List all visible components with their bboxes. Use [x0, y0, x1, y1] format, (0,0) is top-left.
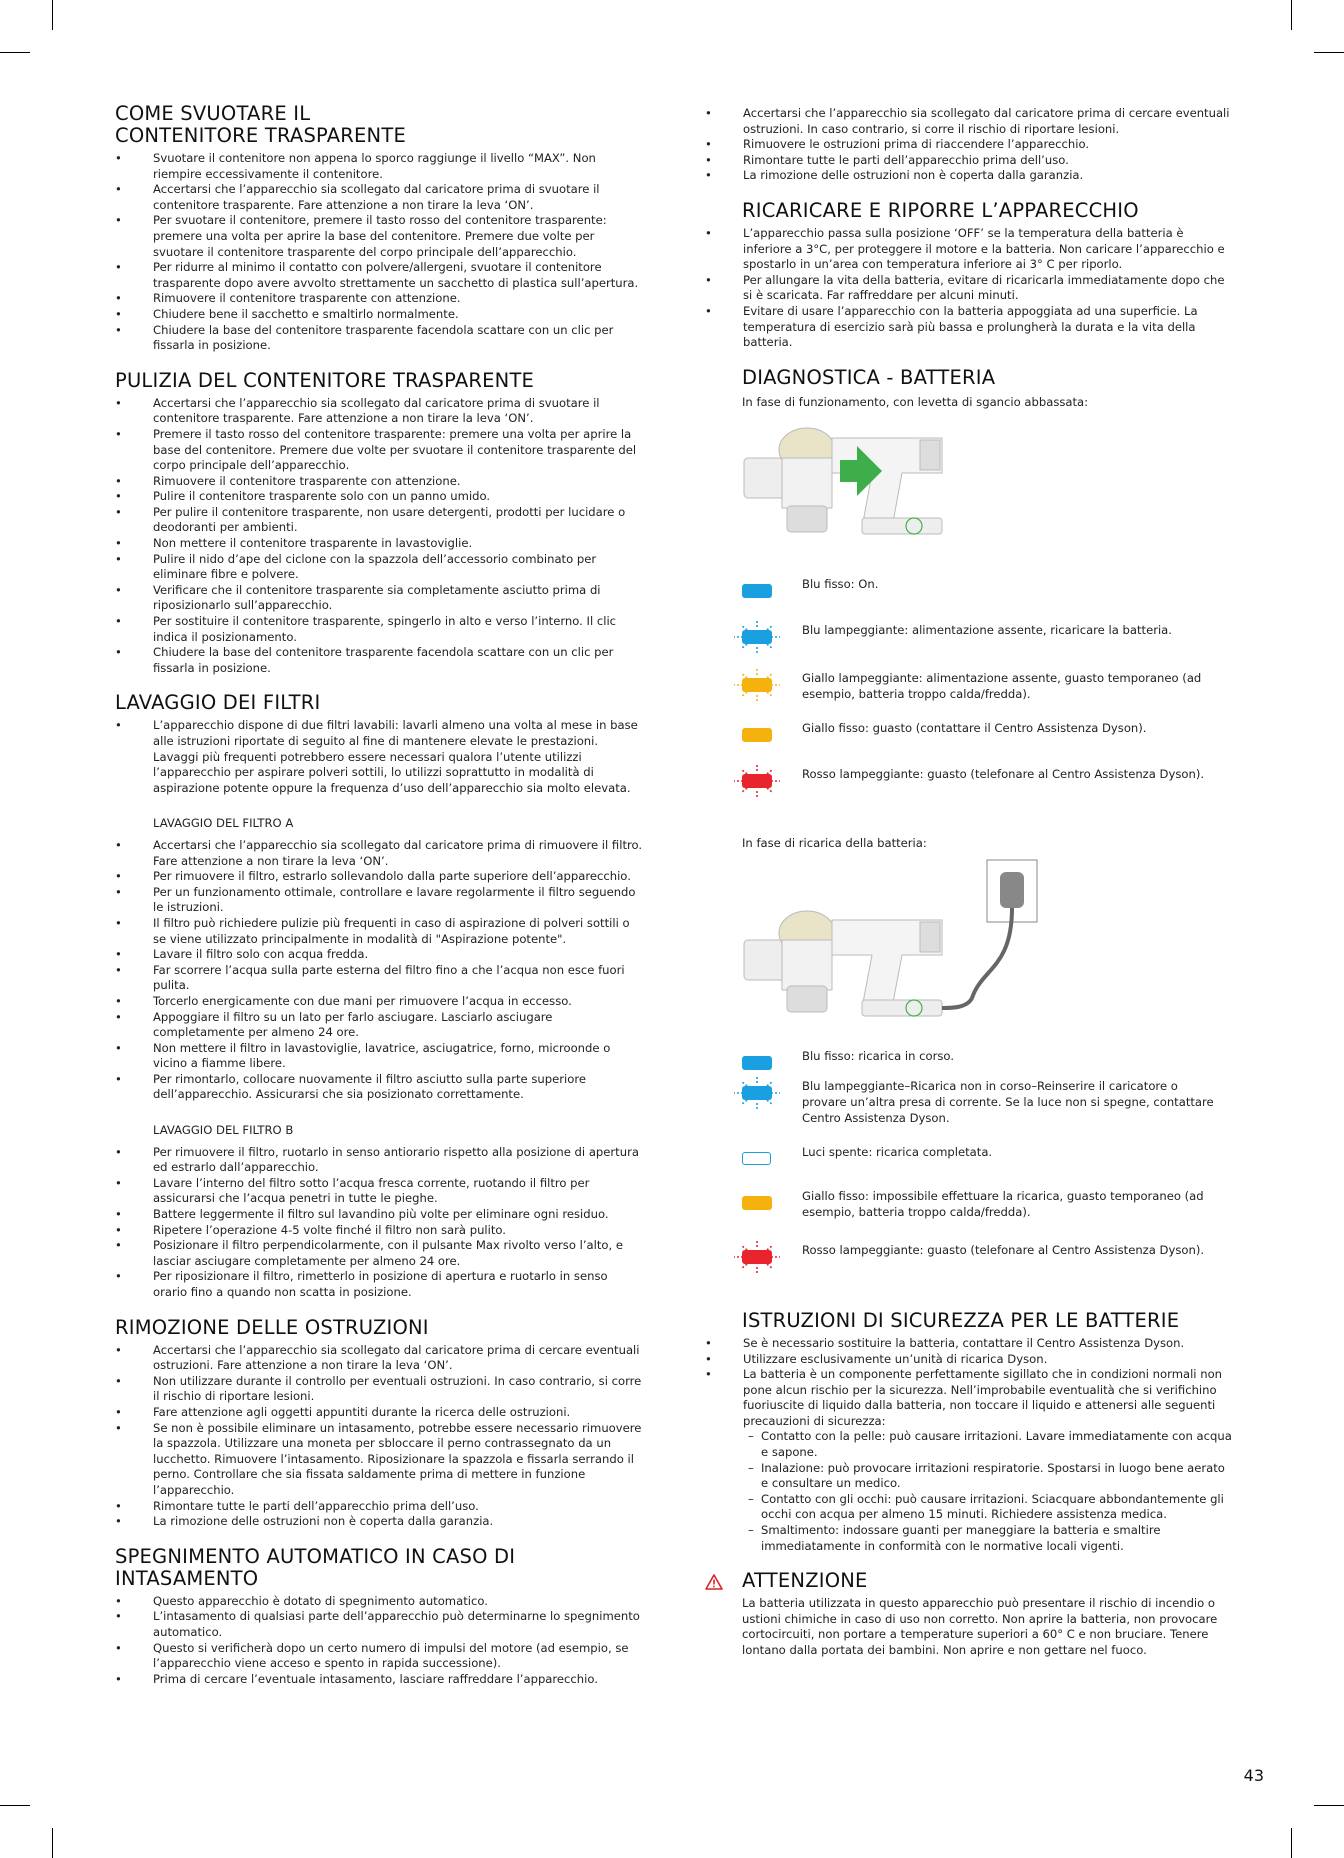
right-column: [705, 106, 1235, 1659]
list-item: • Per sostituire il contenitore trasparente, spingerlo in alto e verso l’interno. Il clic indica il posizionamento.: [115, 614, 645, 645]
led-status-row: [742, 622, 1235, 670]
list-item: • Far scorrere l’acqua sulla parte esterna del filtro fino a che l’acqua non esce fuori pulita.: [115, 963, 645, 994]
led-indicator-icon: [742, 1152, 771, 1165]
list-item: • Premere il tasto rosso del contenitore trasparente: premere una volta per aprire la base del contenitore. Premere due volte per svuotare il contenitore trasparente del corpo principale dell’apparecchio.: [115, 427, 645, 474]
warning-text: La batteria utilizzata in questo apparecchio può presentare il rischio di incendio o ustioni chimiche in caso di uso non corretto. Non aprire la batteria, non provocare cortocircuiti, non portare a temperature superiori a 60° C e non bruciare. Tenere lontano dalla portata dei bambini. Non aprire e non gettare nel fuoco.: [742, 1596, 1218, 1657]
led-status-row: [742, 720, 1235, 766]
led-indicator-icon: [742, 584, 772, 598]
bullet-list: [115, 838, 645, 1103]
left-column: [115, 103, 645, 1687]
led-status-row: [742, 766, 1235, 824]
list-item: • Battere leggermente il filtro sul lavandino più volte per eliminare ogni residuo.: [115, 1207, 645, 1223]
led-indicator-icon: [742, 728, 772, 742]
warning-title: ATTENZIONE: [742, 1569, 868, 1593]
led-status-text: Rosso lampeggiante: guasto (telefonare al Centro Assistenza Dyson).: [802, 767, 1205, 782]
list-item: • Svuotare il contenitore non appena lo sporco raggiunge il livello “MAX”. Non riempire eccessivamente il contenitore.: [115, 151, 645, 182]
led-indicator-icon: [742, 630, 772, 644]
led-status-text: Blu fisso: On.: [802, 577, 879, 592]
list-item: • Chiudere la base del contenitore trasparente facendola scattare con un clic per fissarla in posizione.: [115, 323, 645, 354]
section-title: DIAGNOSTICA - BATTERIA: [742, 365, 996, 389]
led-list: [705, 576, 1235, 824]
list-item: • Rimontare tutte le parti dell’apparecchio prima dell’uso.: [705, 153, 1235, 169]
bullet-list: [115, 396, 645, 677]
list-item: • Fare attenzione agli oggetti appuntiti durante la ricerca delle ostruzioni.: [115, 1405, 645, 1421]
led-status-text: Luci spente: ricarica completata.: [802, 1144, 993, 1159]
led-status-text: Giallo fisso: impossibile effettuare la ricarica, guasto temporaneo (ad esempio, batteria troppo calda/fredda).: [802, 1188, 1204, 1219]
led-status-text: Giallo lampeggiante: alimentazione assente, guasto temporaneo (ad esempio, batteria troppo calda/fredda).: [802, 671, 1202, 702]
page-number: 43: [1243, 1766, 1264, 1785]
list-item: • Per rimontarlo, collocare nuovamente il filtro asciutto sulla parte superiore dell’apparecchio. Assicurarsi che sia posizionato correttamente.: [115, 1072, 645, 1103]
led-status-row: [742, 576, 1235, 622]
led-indicator-icon: [742, 1056, 772, 1070]
led-status-row: [742, 670, 1235, 720]
list-item: • Per rimuovere il filtro, ruotarlo in senso antiorario rispetto alla posizione di apertura ed estrarlo dall’apparecchio.: [115, 1145, 645, 1176]
list-item: • Appoggiare il filtro su un lato per farlo asciugare. Lasciarlo asciugare completamente per almeno 24 ore.: [115, 1010, 645, 1041]
section-title: PULIZIA DEL CONTENITORE TRASPARENTE: [115, 368, 535, 392]
crop-mark: [1291, 0, 1292, 30]
list-item: – Contatto con la pelle: può causare irritazioni. Lavare immediatamente con acqua e sapone.: [743, 1429, 1235, 1460]
bullet-list: [115, 1343, 645, 1530]
list-item: • Per ridurre al minimo il contatto con polvere/allergeni, svuotare il contenitore trasparente dopo avere avvolto strettamente un sacchetto di plastica sull’apertura.: [115, 260, 645, 291]
list-item: • Lavare il filtro solo con acqua fredda.: [115, 947, 645, 963]
list-item: • Ripetere l’operazione 4-5 volte finché il filtro non sarà pulito.: [115, 1223, 645, 1239]
vacuum-running-icon: [742, 418, 982, 548]
crop-mark: [1291, 1828, 1292, 1858]
bullet-list: [115, 718, 645, 796]
led-status-text: Giallo fisso: guasto (contattare il Centro Assistenza Dyson).: [802, 721, 1147, 736]
bullet-list: [705, 1336, 1235, 1430]
warning-icon: [705, 1574, 723, 1590]
led-status-text: Blu fisso: ricarica in corso.: [802, 1048, 954, 1063]
list-item: • Per allungare la vita della batteria, evitare di ricaricarla immediatamente dopo che si è scaricata. Far raffreddare per alcuni minuti.: [705, 273, 1235, 304]
list-item: • Questo si verificherà dopo un certo numero di impulsi del motore (ad esempio, se l’apparecchio viene acceso e spento in rapida successione).: [115, 1641, 645, 1672]
bullet-list: [705, 226, 1235, 351]
list-item: – Inalazione: può provocare irritazioni respiratorie. Spostarsi in luogo bene aerato e consultare un medico.: [743, 1461, 1235, 1492]
list-item: • Rimuovere il contenitore trasparente con attenzione.: [115, 291, 645, 307]
list-item: • Per rimuovere il filtro, estrarlo sollevandolo dalla parte superiore dell’apparecchio.: [115, 869, 645, 885]
dash-list: [705, 1429, 1235, 1554]
list-item: • Accertarsi che l’apparecchio sia scollegato dal caricatore prima di cercare eventuali ostruzioni. In caso contrario, si corre il rischio di riportare lesioni.: [705, 106, 1235, 137]
crop-mark: [1314, 1805, 1344, 1806]
section-title: RIMOZIONE DELLE OSTRUZIONI: [115, 1315, 429, 1339]
list-item: • Chiudere bene il sacchetto e smaltirlo normalmente.: [115, 307, 645, 323]
diagnostic-intro: In fase di funzionamento, con levetta di sgancio abbassata:: [742, 394, 1089, 409]
list-item: • La rimozione delle ostruzioni non è coperta dalla garanzia.: [705, 168, 1235, 184]
list-item: • La rimozione delle ostruzioni non è coperta dalla garanzia.: [115, 1514, 645, 1530]
list-item: • Per svuotare il contenitore, premere il tasto rosso del contenitore trasparente: premere una volta per aprire la base del contenitore. Premere due volte per svuotare il contenitore trasparente del corpo principale dell’apparecchio.: [115, 213, 645, 260]
crop-mark: [1314, 52, 1344, 53]
warning-block: [705, 1570, 1235, 1658]
vacuum-charging-illustration: [742, 858, 982, 1038]
list-item: • Pulire il nido d’ape del ciclone con la spazzola dell’accessorio combinato per eliminare fibre e polvere.: [115, 552, 645, 583]
section-title: RICARICARE E RIPORRE L’APPARECCHIO: [742, 198, 1139, 222]
list-item: • Chiudere la base del contenitore trasparente facendola scattare con un clic per fissarla in posizione.: [115, 645, 645, 676]
list-item: • Per pulire il contenitore trasparente, non usare detergenti, prodotti per lucidare o deodoranti per ambienti.: [115, 505, 645, 536]
led-indicator-icon: [742, 774, 772, 788]
led-indicator-icon: [742, 678, 772, 692]
bullet-list: [115, 151, 645, 354]
list-item: – Smaltimento: indossare guanti per maneggiare la batteria e smaltire immediatamente in conformità con le normative locali vigenti.: [743, 1523, 1235, 1554]
list-item: – Contatto con gli occhi: può causare irritazioni. Sciacquare abbondantemente gli occhi con acqua per almeno 15 minuti. Richiedere assistenza medica.: [743, 1492, 1235, 1523]
list-item: • Utilizzare esclusivamente un’unità di ricarica Dyson.: [705, 1352, 1235, 1368]
list-item: • Rimuovere le ostruzioni prima di riaccendere l’apparecchio.: [705, 137, 1235, 153]
led-status-row: [742, 1242, 1235, 1292]
list-item: • Accertarsi che l’apparecchio sia scollegato dal caricatore prima di rimuovere il filtro. Fare attenzione a non tirare la leva ‘ON’.: [115, 838, 645, 869]
list-item: • Torcerlo energicamente con due mani per rimuovere l’acqua in eccesso.: [115, 994, 645, 1010]
led-status-row: [742, 1144, 1235, 1188]
list-item: • Accertarsi che l’apparecchio sia scollegato dal caricatore prima di svuotare il contenitore trasparente. Fare attenzione a non tirare la leva ‘ON’.: [115, 182, 645, 213]
list-item: • Per un funzionamento ottimale, controllare e lavare regolarmente il filtro seguendo le istruzioni.: [115, 885, 645, 916]
list-item: • Accertarsi che l’apparecchio sia scollegato dal caricatore prima di svuotare il contenitore trasparente. Fare attenzione a non tirare la leva ‘ON’.: [115, 396, 645, 427]
crop-mark: [52, 1828, 53, 1858]
list-item: • Se non è possibile eliminare un intasamento, potrebbe essere necessario rimuovere la spazzola. Utilizzare una moneta per sbloccare il perno contrassegnato da un lucchetto. Rimuovere l’intasamento. Riposizionare la spazzola e fissarla serrando il perno. Controllare che sia fissata saldamente prima di mettere in funzione l’apparecchio.: [115, 1421, 645, 1499]
bullet-list: [705, 106, 1235, 184]
list-item: • L’intasamento di qualsiasi parte dell’apparecchio può determinarne lo spegnimento automatico.: [115, 1609, 645, 1640]
list-item: • Il filtro può richiedere pulizie più frequenti in caso di aspirazione di polveri sottili o se viene utilizzato principalmente in modalità di "Aspirazione potente".: [115, 916, 645, 947]
diagnostic-intro: In fase di ricarica della batteria:: [742, 836, 927, 851]
led-status-text: Blu lampeggiante: alimentazione assente, ricaricare la batteria.: [802, 623, 1172, 638]
list-item: • Lavare l’interno del filtro sotto l’acqua fresca corrente, ruotando il filtro per assicurarsi che l’acqua penetri in tutte le pieghe.: [115, 1176, 645, 1207]
bullet-list: [115, 1594, 645, 1688]
section-title: SPEGNIMENTO AUTOMATICO IN CASO DI INTASAMENTO: [115, 1544, 516, 1590]
led-indicator-icon: [742, 1086, 772, 1100]
list-item: • L’apparecchio passa sulla posizione ‘OFF’ se la temperatura della batteria è inferiore a 3°C, per proteggere il motore e la batteria. Non caricare l’apparecchio e spostarlo in un’area con temperatura inferiore ai 3° C per riporlo.: [705, 226, 1235, 273]
led-status-text: Rosso lampeggiante: guasto (telefonare al Centro Assistenza Dyson).: [802, 1242, 1205, 1257]
list-item: • Non mettere il contenitore trasparente in lavastoviglie.: [115, 536, 645, 552]
led-list: [705, 1048, 1235, 1292]
list-item: • Questo apparecchio è dotato di spegnimento automatico.: [115, 1594, 645, 1610]
led-status-text: Blu lampeggiante–Ricarica non in corso–Reinserire il caricatore o provare un’altra presa di corrente. Se la luce non si spegne, contattare Centro Assistenza Dyson.: [802, 1078, 1214, 1125]
led-indicator-icon: [742, 1196, 772, 1210]
list-item: • Per riposizionare il filtro, rimetterlo in posizione di apertura e ruotarlo in senso orario fino a quando non scatta in posizione.: [115, 1269, 645, 1300]
vacuum-charging-icon: [742, 858, 1042, 1038]
bullet-list: [115, 1145, 645, 1301]
section-title: LAVAGGIO DEI FILTRI: [115, 691, 321, 715]
list-item: • Se è necessario sostituire la batteria, contattare il Centro Assistenza Dyson.: [705, 1336, 1235, 1352]
led-status-row: [742, 1078, 1235, 1144]
led-status-row: [742, 1188, 1235, 1242]
list-item: • La batteria è un componente perfettamente sigillato che in condizioni normali non pone alcun rischio per la sicurezza. Nell’improbabile eventualità che si verifichino fuoriuscite di liquido dalla batteria, non toccare il liquido e attenersi alle seguenti precauzioni di sicurezza:: [705, 1367, 1235, 1429]
led-indicator-icon: [742, 1250, 772, 1264]
vacuum-illustration: [742, 418, 982, 548]
subsection-title: LAVAGGIO DEL FILTRO B: [153, 1123, 294, 1138]
list-item: • Rimuovere il contenitore trasparente con attenzione.: [115, 474, 645, 490]
list-item: • Accertarsi che l’apparecchio sia scollegato dal caricatore prima di cercare eventuali ostruzioni. Fare attenzione a non tirare la leva ‘ON’.: [115, 1343, 645, 1374]
led-status-row: [742, 1048, 1235, 1078]
list-item: • L’apparecchio dispone di due filtri lavabili: lavarli almeno una volta al mese in base alle istruzioni riportate di seguito al fine di mantenere elevate le prestazioni. Lavaggi più frequenti potrebbero essere necessari qualora l’utente utilizzi l’apparecchio per aspirare polveri sottili, lo utilizzi soprattutto in modalità di aspirazione potente oppure la frequenza d’uso dell’apparecchio sia molto elevata.: [115, 718, 645, 796]
crop-mark: [52, 0, 53, 30]
list-item: • Verificare che il contenitore trasparente sia completamente asciutto prima di riposizionarlo sull’apparecchio.: [115, 583, 645, 614]
section-title: ISTRUZIONI DI SICUREZZA PER LE BATTERIE: [742, 1308, 1180, 1332]
crop-mark: [0, 1805, 30, 1806]
subsection-title: LAVAGGIO DEL FILTRO A: [153, 816, 294, 831]
list-item: • Prima di cercare l’eventuale intasamento, lasciare raffreddare l’apparecchio.: [115, 1672, 645, 1688]
list-item: • Pulire il contenitore trasparente solo con un panno umido.: [115, 489, 645, 505]
list-item: • Non mettere il filtro in lavastoviglie, lavatrice, asciugatrice, forno, microonde o vicino a fiamme libere.: [115, 1041, 645, 1072]
list-item: • Rimontare tutte le parti dell’apparecchio prima dell’uso.: [115, 1499, 645, 1515]
list-item: • Posizionare il filtro perpendicolarmente, con il pulsante Max rivolto verso l’alto, e lasciar asciugare completamente per almeno 24 ore.: [115, 1238, 645, 1269]
list-item: • Non utilizzare durante il controllo per eventuali ostruzioni. In caso contrario, si corre il rischio di riportare lesioni.: [115, 1374, 645, 1405]
list-item: • Evitare di usare l’apparecchio con la batteria appoggiata ad una superficie. La temperatura di esercizio sarà più bassa e prolungherà la durata e la vita della batteria.: [705, 304, 1235, 351]
section-title: COME SVUOTARE IL CONTENITORE TRASPARENTE: [115, 102, 406, 147]
crop-mark: [0, 52, 30, 53]
